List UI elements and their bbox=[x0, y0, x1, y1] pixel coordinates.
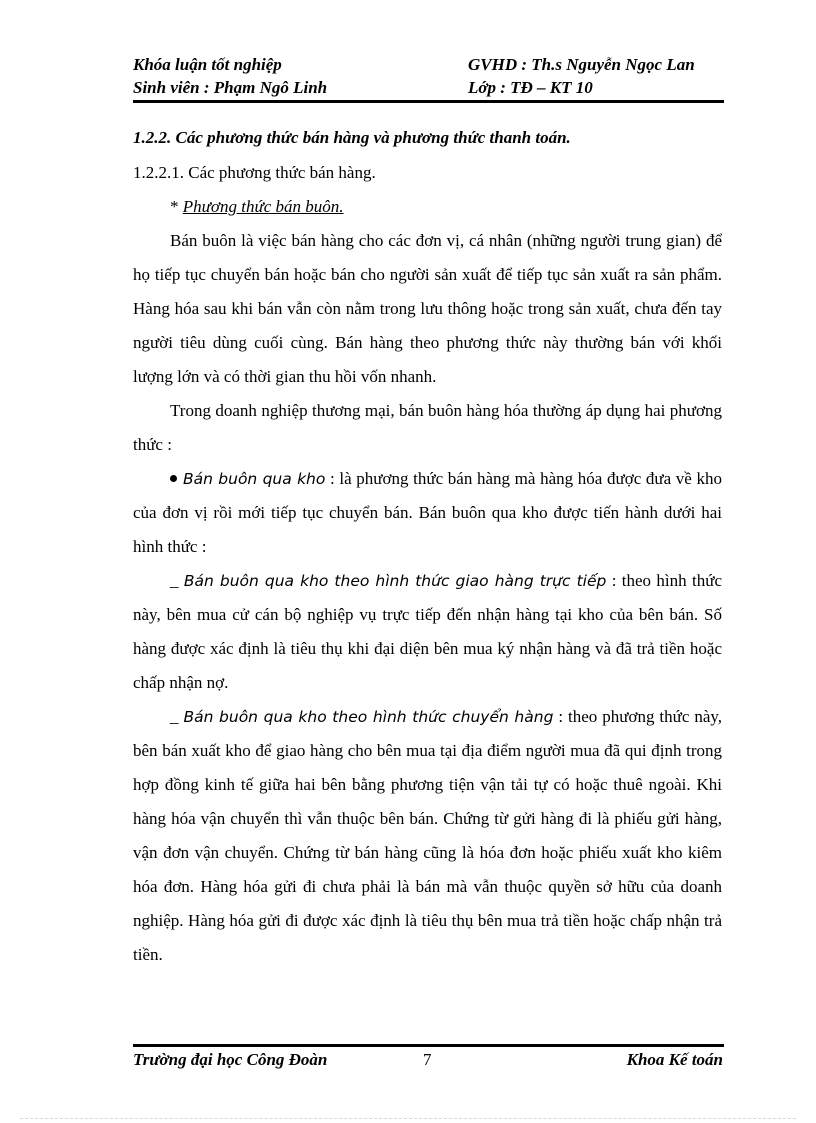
bullet-text: : là phương thức bán hàng mà hàng hóa được đưa về kho của đơn vị rồi mới tiếp tục chuyển bán. Bán buôn qua kho được tiến hành dưới hai hình thức : bbox=[133, 469, 722, 556]
dash-text-shipping: : theo phương thức này, bên bán xuất kho để giao hàng cho bên mua tại địa điểm người mua đã qui định trong hợp đồng kinh tế giữa hai bên bằng phương tiện vận tải tự có hoặc thuê ngoài. Khi hàng hóa vận chuyển thì vẫn thuộc bên bán. Chứng từ gửi hàng đi là phiếu gửi hàng, vận đơn vận chuyển. Chứng từ bán hàng cũng là hóa đơn hoặc phiếu xuất kho kiêm hóa đơn. Hàng hóa gửi đi chưa phải là bán mà vẫn thuộc quyền sở hữu của doanh nghiệp. Hàng hóa gửi đi được xác định là tiêu thụ bên mua trả tiền hoặc chấp nhận trả tiền. bbox=[133, 707, 723, 964]
star-marker: * bbox=[170, 197, 183, 216]
wholesale-method-title bbox=[133, 190, 722, 224]
bullet-warehouse-wholesale bbox=[133, 462, 722, 564]
header-thesis-label: Khóa luận tốt nghiệp bbox=[133, 55, 282, 74]
footer-university: Trường đại học Công Đoàn bbox=[133, 1050, 328, 1069]
page-number: 7 bbox=[423, 1050, 432, 1069]
page-edge-divider bbox=[20, 1118, 796, 1119]
dash-term-direct: Bán buôn qua kho theo hình thức giao hàng trực tiếp bbox=[183, 572, 607, 590]
footer-divider bbox=[133, 1044, 724, 1047]
dash-marker: _ bbox=[170, 707, 184, 726]
page-body bbox=[133, 124, 722, 972]
footer-faculty: Khoa Kế toán bbox=[626, 1050, 723, 1069]
dash-direct-delivery bbox=[133, 564, 722, 700]
page-header bbox=[133, 53, 723, 99]
bullet-term: Bán buôn qua kho bbox=[183, 470, 326, 488]
header-divider bbox=[133, 100, 724, 103]
wholesale-method-label: Phương thức bán buôn. bbox=[182, 197, 344, 216]
dash-marker: _ bbox=[170, 571, 184, 590]
bullet-dot-icon bbox=[170, 475, 177, 482]
header-class: Lớp : TĐ – KT 10 bbox=[468, 78, 593, 97]
subsection-heading: 1.2.2.1. Các phương thức bán hàng. bbox=[133, 163, 376, 182]
paragraph-two-methods: Trong doanh nghiệp thương mại, bán buôn hàng hóa thường áp dụng hai phương thức : bbox=[133, 401, 722, 454]
section-heading: 1.2.2. Các phương thức bán hàng và phương thức thanh toán. bbox=[133, 128, 571, 147]
dash-term-shipping: Bán buôn qua kho theo hình thức chuyển hàng bbox=[183, 708, 554, 726]
dash-shipping bbox=[133, 700, 722, 972]
header-supervisor: GVHD : Th.s Nguyễn Ngọc Lan bbox=[468, 55, 695, 74]
paragraph-wholesale-definition: Bán buôn là việc bán hàng cho các đơn vị, cá nhân (những người trung gian) để họ tiếp tục chuyển bán hoặc bán cho người sản xuất để tiếp tục sản xuất ra sản phẩm. Hàng hóa sau khi bán vẫn còn nằm trong lưu thông hoặc trong sản xuất, chưa đến tay người tiêu dùng cuối cùng. Bán hàng theo phương thức này thường bán với khối lượng lớn và có thời gian thu hồi vốn nhanh. bbox=[133, 231, 722, 386]
dash-text-direct: : theo hình thức này, bên mua cử cán bộ nghiệp vụ trực tiếp đến nhận hàng tại kho của bên bán. Số hàng được xác định là tiêu thụ khi đại diện bên mua ký nhận hàng và đã trả tiền hoặc chấp nhận nợ. bbox=[133, 571, 723, 692]
page-footer bbox=[133, 1050, 723, 1076]
header-student: Sinh viên : Phạm Ngô Linh bbox=[133, 78, 328, 97]
